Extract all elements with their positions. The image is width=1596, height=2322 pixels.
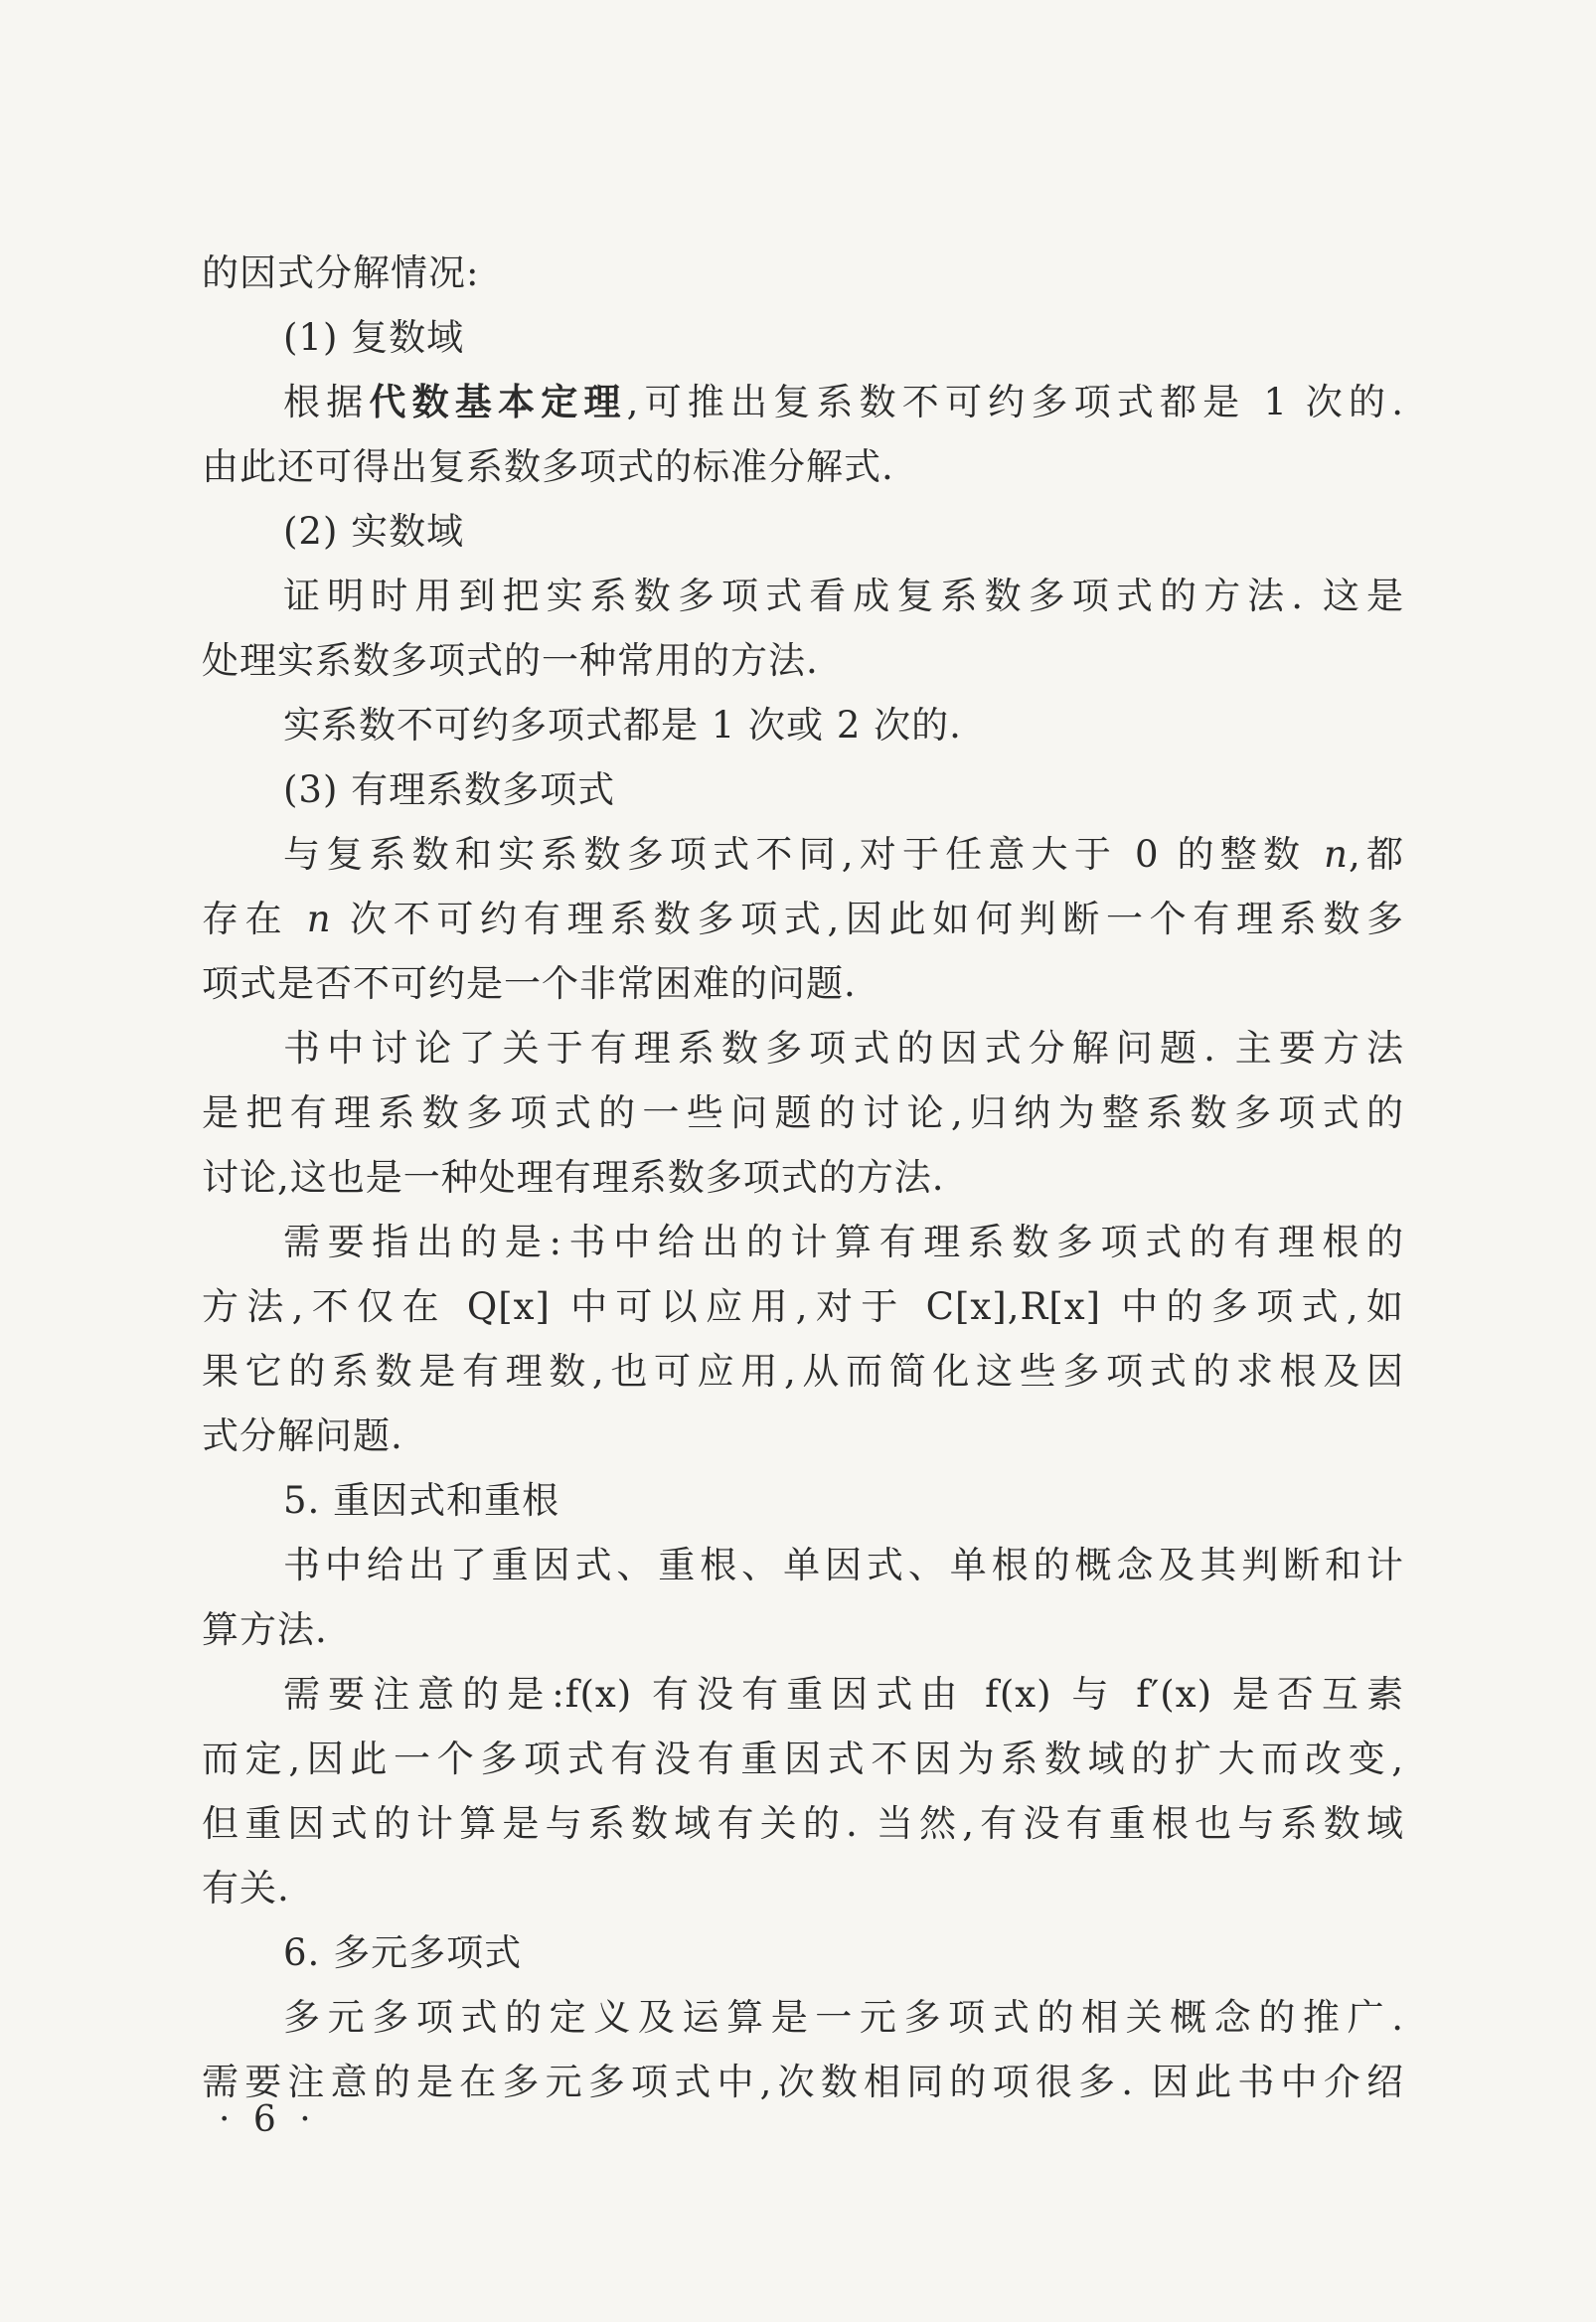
text-line: 是把有理系数多项式的一些问题的讨论,归纳为整系数多项式的 xyxy=(202,1091,1404,1134)
text-line: 需要注意的是在多元多项式中,次数相同的项很多. 因此书中介绍 xyxy=(202,2061,1404,2103)
bold-term: 代数基本定理 xyxy=(369,381,627,423)
page-body xyxy=(202,241,1404,2114)
text-line: 书中给出了重因式、重根、单因式、单根的概念及其判断和计 xyxy=(283,1544,1404,1586)
text-line: 的因式分解情况: xyxy=(202,251,480,294)
subheading-complex-field: (1) 复数域 xyxy=(283,316,465,359)
text-line: 多元多项式的定义及运算是一元多项式的相关概念的推广. xyxy=(283,1996,1404,2039)
subheading-rational-field: (3) 有理系数多项式 xyxy=(283,768,616,811)
text-line: 算方法. xyxy=(202,1608,328,1651)
text-line: 而定,因此一个多项式有没有重因式不因为系数域的扩大而改变, xyxy=(202,1738,1404,1780)
text-line: 证明时用到把实系数多项式看成复系数多项式的方法. 这是 xyxy=(283,575,1404,617)
section-heading-multivariate: 6. 多元多项式 xyxy=(283,1931,523,1974)
text-line: 有关. xyxy=(202,1867,290,1909)
text-line: 书中讨论了关于有理系数多项式的因式分解问题. 主要方法 xyxy=(283,1027,1404,1070)
math-variable: n xyxy=(1324,833,1350,876)
page-number: · 6 · xyxy=(219,2099,317,2140)
text-line: 与复系数和实系数多项式不同,对于任意大于 0 的整数 n,都 xyxy=(283,833,1404,876)
text-line: 式分解问题. xyxy=(202,1414,403,1457)
text-line: 讨论,这也是一种处理有理系数多项式的方法. xyxy=(202,1156,945,1199)
section-heading-multiple-roots: 5. 重因式和重根 xyxy=(283,1479,560,1522)
text-line: 但重因式的计算是与系数域有关的. 当然,有没有重根也与系数域 xyxy=(202,1802,1404,1845)
text-line: 实系数不可约多项式都是 1 次或 2 次的. xyxy=(283,704,962,746)
text-line: 项式是否不可约是一个非常困难的问题. xyxy=(202,962,857,1005)
text-line: 果它的系数是有理数,也可应用,从而简化这些多项式的求根及因 xyxy=(202,1350,1404,1393)
text-line: 方法,不仅在 Q[x] 中可以应用,对于 C[x],R[x] 中的多项式,如 xyxy=(202,1285,1404,1328)
math-variable: n xyxy=(306,898,332,940)
text-line: 需要指出的是:书中给出的计算有理系数多项式的有理根的 xyxy=(283,1221,1404,1263)
text-line: 处理实系数多项式的一种常用的方法. xyxy=(202,639,819,682)
text-line: 根据代数基本定理,可推出复系数不可约多项式都是 1 次的. xyxy=(283,381,1404,423)
text-line: 由此还可得出复系数多项式的标准分解式. xyxy=(202,445,894,488)
text-line: 存在 n 次不可约有理系数多项式,因此如何判断一个有理系数多 xyxy=(202,898,1405,940)
subheading-real-field: (2) 实数域 xyxy=(283,510,465,553)
text-line: 需要注意的是:f(x) 有没有重因式由 f(x) 与 f′(x) 是否互素 xyxy=(283,1673,1404,1716)
